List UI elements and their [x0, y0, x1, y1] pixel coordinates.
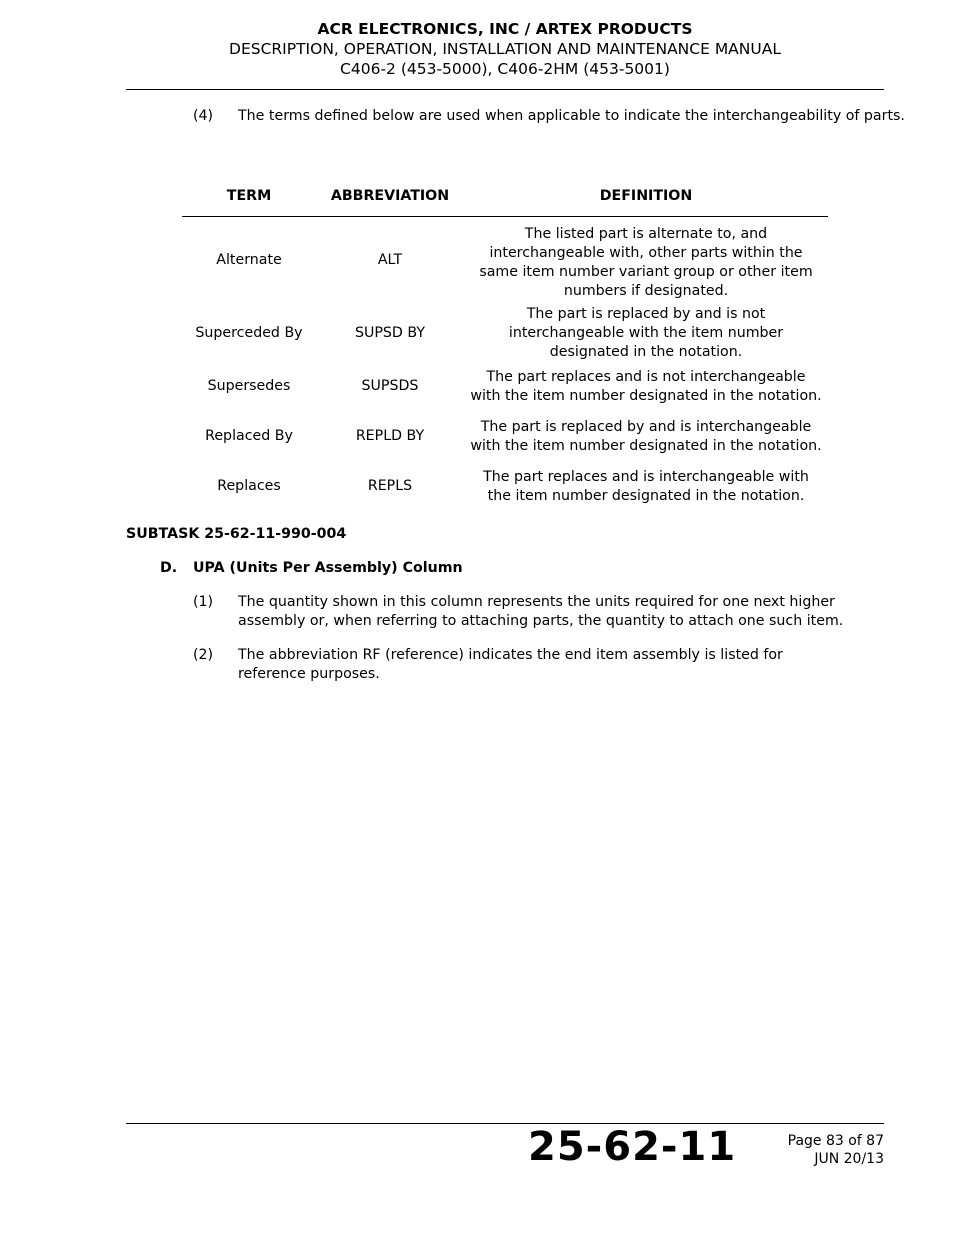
header-definition: DEFINITION: [464, 180, 828, 217]
page-number: Page 83 of 87: [787, 1133, 884, 1149]
model-numbers: C406-2 (453-5000), C406-2HM (453-5001): [340, 60, 670, 78]
footer-divider: [126, 1123, 884, 1124]
numbered-paragraph: [193, 593, 893, 633]
abbreviation-cell: REPLD BY: [355, 428, 425, 444]
manual-title: DESCRIPTION, OPERATION, INSTALLATION AND MAINTENANCE MANUAL: [229, 40, 781, 58]
section-title: UPA (Units Per Assembly) Column: [193, 560, 463, 576]
abbreviation-cell: REPLS: [367, 478, 413, 494]
numbered-paragraph: [193, 646, 893, 686]
abbreviation-cell: ALT: [377, 252, 403, 269]
header-abbreviation: ABBREVIATION: [316, 180, 464, 217]
term-cell: Alternate: [216, 252, 282, 269]
term-cell: Supersedes: [207, 378, 291, 394]
document-number: 25-62-11: [528, 1124, 737, 1170]
definition-cell: The part is replaced by and is not interchangeable with the item number designated in the notation.: [508, 305, 784, 360]
header-term: TERM: [182, 180, 316, 217]
paragraph-number: (4): [193, 108, 214, 124]
paragraph-text: The quantity shown in this column represents the units required for one next higher assembly or, when referring to attaching parts, the quantity to attach one such item.: [238, 594, 844, 629]
definition-cell: The part replaces and is interchangeable with the item number designated in the notation.: [483, 468, 809, 504]
table-row: [182, 362, 828, 412]
table-row: [182, 462, 828, 512]
intro-paragraph: [193, 107, 905, 126]
definition-cell: The part is replaced by and is interchangeable with the item number designated in the notation.: [470, 418, 822, 454]
table-header-row: [182, 180, 828, 217]
abbreviation-cell: SUPSDS: [361, 378, 419, 394]
section-letter: D.: [160, 560, 178, 576]
term-cell: Replaces: [217, 478, 281, 494]
subtask-heading: SUBTASK 25-62-11-990-004: [126, 526, 347, 542]
revision-date: JUN 20/13: [814, 1151, 884, 1167]
paragraph-text: The abbreviation RF (reference) indicates the end item assembly is listed for reference purposes.: [238, 647, 783, 682]
table-row: [182, 412, 828, 462]
abbreviation-cell: SUPSD BY: [354, 324, 425, 341]
definition-cell: The listed part is alternate to, and interchangeable with, other parts within the same item number variant group or other item numbers if designated.: [479, 225, 813, 299]
paragraph-number: (2): [193, 647, 214, 663]
paragraph-number: (1): [193, 594, 214, 610]
table-row: [182, 305, 828, 362]
header-divider: [126, 89, 884, 90]
interchangeability-terms-table: [182, 180, 828, 512]
term-cell: Replaced By: [205, 428, 293, 444]
page-info: [788, 1132, 884, 1168]
company-name: ACR ELECTRONICS, INC / ARTEX PRODUCTS: [317, 20, 693, 38]
term-cell: Superceded By: [195, 324, 303, 341]
table-row: [182, 217, 828, 305]
definition-cell: The part replaces and is not interchangeable with the item number designated in the notation.: [470, 368, 822, 404]
paragraph-text: The terms defined below are used when applicable to indicate the interchangeability of parts.: [238, 108, 905, 124]
document-header: [126, 19, 884, 79]
